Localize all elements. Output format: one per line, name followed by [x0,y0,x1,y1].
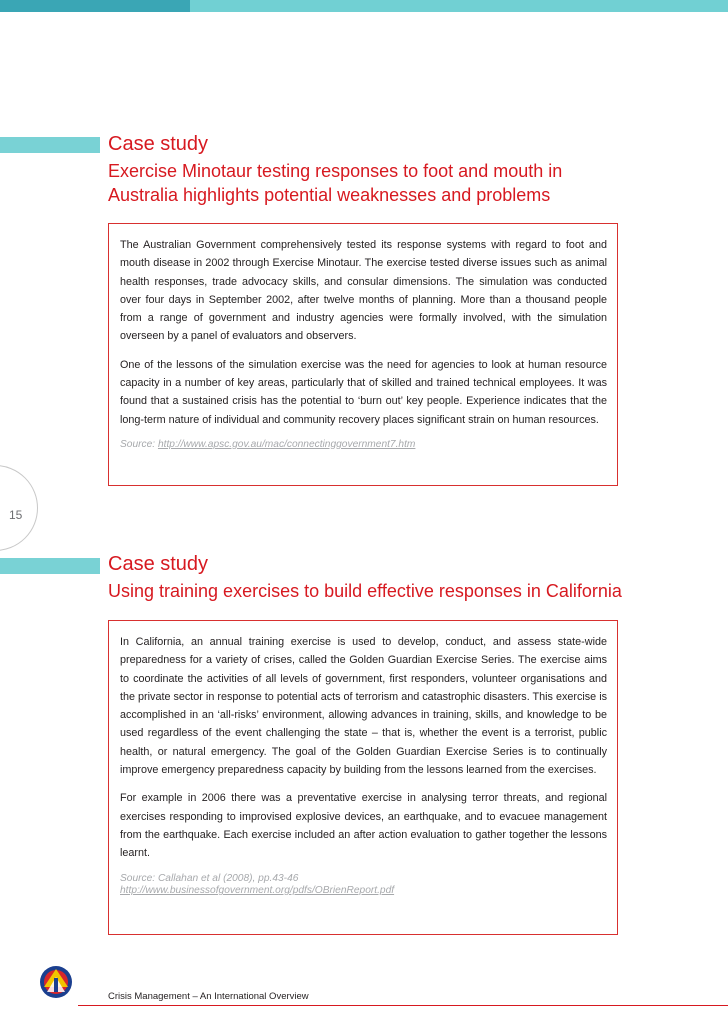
case-study-2-label: Case study [108,553,209,575]
case-study-2-accent-bar [0,558,100,574]
footer-rule [78,1005,728,1006]
page-number: 15 [9,508,23,522]
case-study-1-paragraph-1: The Australian Government comprehensively tested its response systems with regard to foot and mouth disease in 2002 through Exercise Minotaur. The exercise tested diverse issues such as animal health responses, trade advocacy skills, and consular dimensions. The simulation was conducted over four days in September 2002, after twelve months of planning. More than a thousand people from a range of government and industry agencies were formally involved, with the simulation overseen by a panel of evaluators and observers. [120,239,607,343]
case-study-1-title: Exercise Minotaur testing responses to foot and mouth in Australia highlights potential weaknesses and problems [108,161,563,205]
case-study-2-source [120,873,607,898]
top-accent-bar-dark [0,0,190,12]
case-study-1-source-link[interactable]: http://www.apsc.gov.au/mac/connectinggovernment7.htm [157,438,416,450]
case-study-2-source-citation: Source: Callahan et al (2008), pp.43-46 [120,872,299,884]
case-study-1-source [120,439,607,452]
case-study-1-label: Case study [108,133,209,155]
case-study-1-box [108,223,618,486]
footer-title: Crisis Management – An International Overview [108,991,309,1002]
case-study-2-paragraph-2: For example in 2006 there was a preventative exercise in analysing terror threats, and regional exercises responding to improvised explosive devices, an earthquake, and to evacuee management from the earthquake. Each exercise included an after action evaluation to gather together the lessons learnt. [120,792,607,860]
top-accent-bar-light [190,0,728,12]
case-study-2-box [108,620,618,935]
emblem-logo-icon [36,963,76,1001]
case-study-2-paragraph-1: In California, an annual training exercise is used to develop, conduct, and assess state-wide preparedness for a variety of crises, called the Golden Guardian Exercise Series. The exercise aims to coordinate the activities of all levels of government, first responders, volunteer organisations and the private sector in response to potential acts of terrorism and catastrophic disasters. This exercise is accomplished in an ‘all-risks’ environment, allowing advances in training, skills, and knowledge to be used regardless of the event challenging the state – that is, whether the event is a terrorist, public health, or natural emergency. The goal of the Golden Guardian Exercise Series is to continually improve emergency preparedness capacity by building from the lessons learned from the exercises. [120,636,607,777]
case-study-2-source-link[interactable]: http://www.businessofgovernment.org/pdfs/OBrienReport.pdf [120,885,395,897]
case-study-1-paragraph-2: One of the lessons of the simulation exercise was the need for agencies to look at human resource capacity in a number of key areas, particularly that of skilled and trained technical employees. It was found that a sustained crisis has the potential to ‘burn out’ key people. Experience indicates that the long-term nature of individual and community recovery places significant strain on human resources. [120,358,607,426]
case-study-1-source-prefix: Source: [120,438,158,450]
case-study-1-accent-bar [0,137,100,153]
case-study-2-title: Using training exercises to build effective responses in California [108,581,622,601]
